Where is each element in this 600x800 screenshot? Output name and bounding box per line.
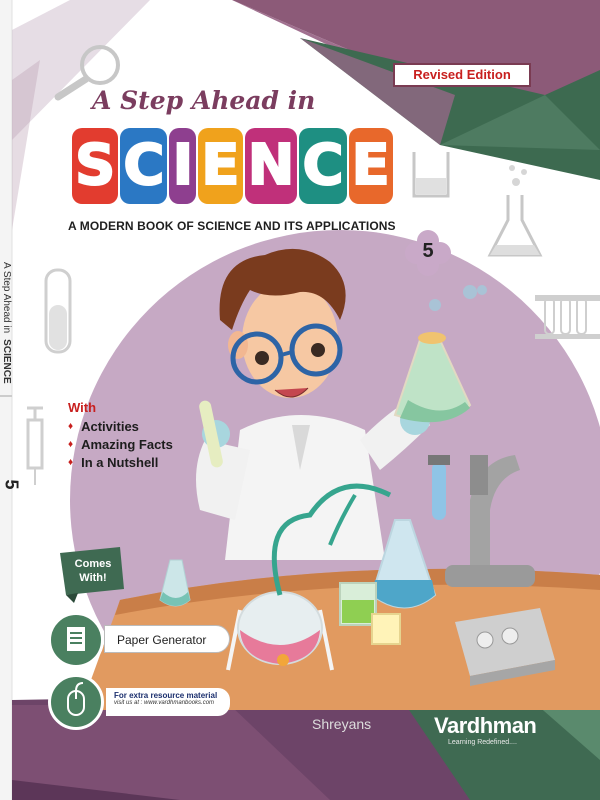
publisher-tagline: Learning Redefined.... xyxy=(448,739,517,746)
mouse-icon xyxy=(51,677,101,727)
feature-item xyxy=(68,419,173,434)
resource-heading: For extra resource material xyxy=(114,691,218,700)
publisher-logo: Vardhman xyxy=(434,713,537,738)
syringe-icon xyxy=(27,408,43,485)
feature-item xyxy=(68,455,173,470)
spine-title xyxy=(1,262,12,384)
document-icon xyxy=(51,615,101,665)
beaker-icon xyxy=(414,152,448,196)
bullet-icon: ♦ xyxy=(68,457,74,468)
subject-letter: N xyxy=(245,128,298,204)
subject-letter: E xyxy=(349,128,393,204)
feature-item xyxy=(68,437,173,452)
document-icon-circle xyxy=(48,612,104,668)
features-heading: With xyxy=(68,400,97,415)
edition-badge: Revised Edition xyxy=(393,63,531,87)
tagline: A MODERN BOOK OF SCIENCE AND ITS APPLICATIONS xyxy=(68,219,396,233)
mouse-icon-circle xyxy=(48,674,104,730)
resource-info xyxy=(106,688,230,716)
subject-letter: I xyxy=(169,128,196,204)
grade-number: 5 xyxy=(422,240,434,262)
flask-icon xyxy=(490,165,540,255)
subject-letter: S xyxy=(72,128,118,204)
feature-label: Amazing Facts xyxy=(81,437,173,452)
paper-generator-label: Paper Generator xyxy=(104,625,230,653)
subject-title xyxy=(72,128,395,204)
spine-subject: SCIENCE xyxy=(1,339,12,384)
subject-letter: E xyxy=(198,128,242,204)
author-name: Shreyans xyxy=(312,716,372,732)
subject-letter: C xyxy=(299,128,346,204)
series-title: A Step Ahead in xyxy=(92,86,316,115)
subject-letter: C xyxy=(120,128,167,204)
comes-with-label: Comes With! xyxy=(74,558,112,584)
features-list xyxy=(68,400,173,473)
bullet-icon: ♦ xyxy=(68,439,74,450)
feature-label: In a Nutshell xyxy=(81,455,159,470)
resource-url: visit us at : www.vardhmanbooks.com xyxy=(114,700,215,706)
feature-label: Activities xyxy=(81,419,139,434)
spine-series: A Step Ahead in xyxy=(1,262,12,334)
bullet-icon: ♦ xyxy=(68,421,74,432)
spine-grade: 5 xyxy=(1,479,22,490)
